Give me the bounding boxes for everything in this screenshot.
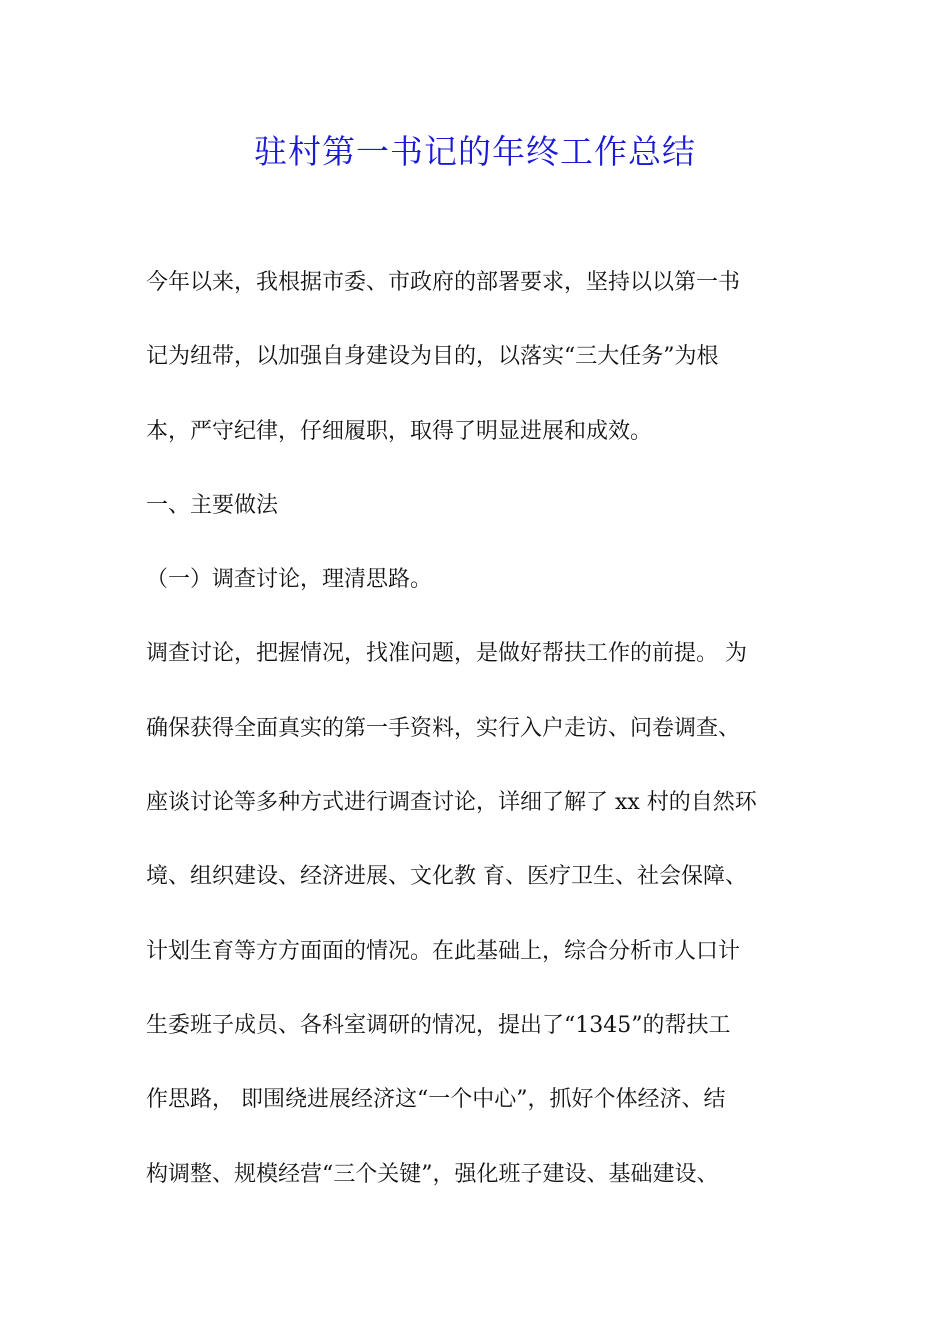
body-line: 确保获得全面真实的第一手资料，实行入户走访、问卷调查、 <box>146 715 741 741</box>
body-line: 构调整、规模经营“三个关键”，强化班子建设、基础建设、 <box>146 1161 719 1187</box>
body-line: 境、组织建设、经济进展、文化教 育、医疗卫生、社会保障、 <box>146 864 747 890</box>
body-line: 计划生育等方方面面的情况。在此基础上，综合分析市人口计 <box>146 938 741 964</box>
document-body <box>146 261 808 1227</box>
body-line: 生委班子成员、各科室调研的情况，提出了“1345”的帮扶工 <box>146 1012 731 1038</box>
body-line: 记为纽带，以加强自身建设为目的，以落实“三大任务”为根 <box>146 344 719 370</box>
document-title: 驻村第一书记的年终工作总结 <box>254 132 696 171</box>
section-heading: 一、主要做法 <box>146 492 279 518</box>
body-line: 座谈讨论等多种方式进行调查讨论，详细了解了 xx 村的自然环 <box>146 790 757 816</box>
body-line: 调查讨论，把握情况，找准问题，是做好帮扶工作的前提。 为 <box>146 641 747 667</box>
body-line: 本，严守纪律，仔细履职，取得了明显进展和成效。 <box>146 418 653 444</box>
body-line: 作思路， 即围绕进展经济这“一个中心”，抓好个体经济、结 <box>146 1087 726 1113</box>
body-line: 今年以来，我根据市委、市政府的部署要求，坚持以以第一书 <box>146 270 741 295</box>
subsection-heading: （一）调查讨论，理清思路。 <box>146 567 433 593</box>
